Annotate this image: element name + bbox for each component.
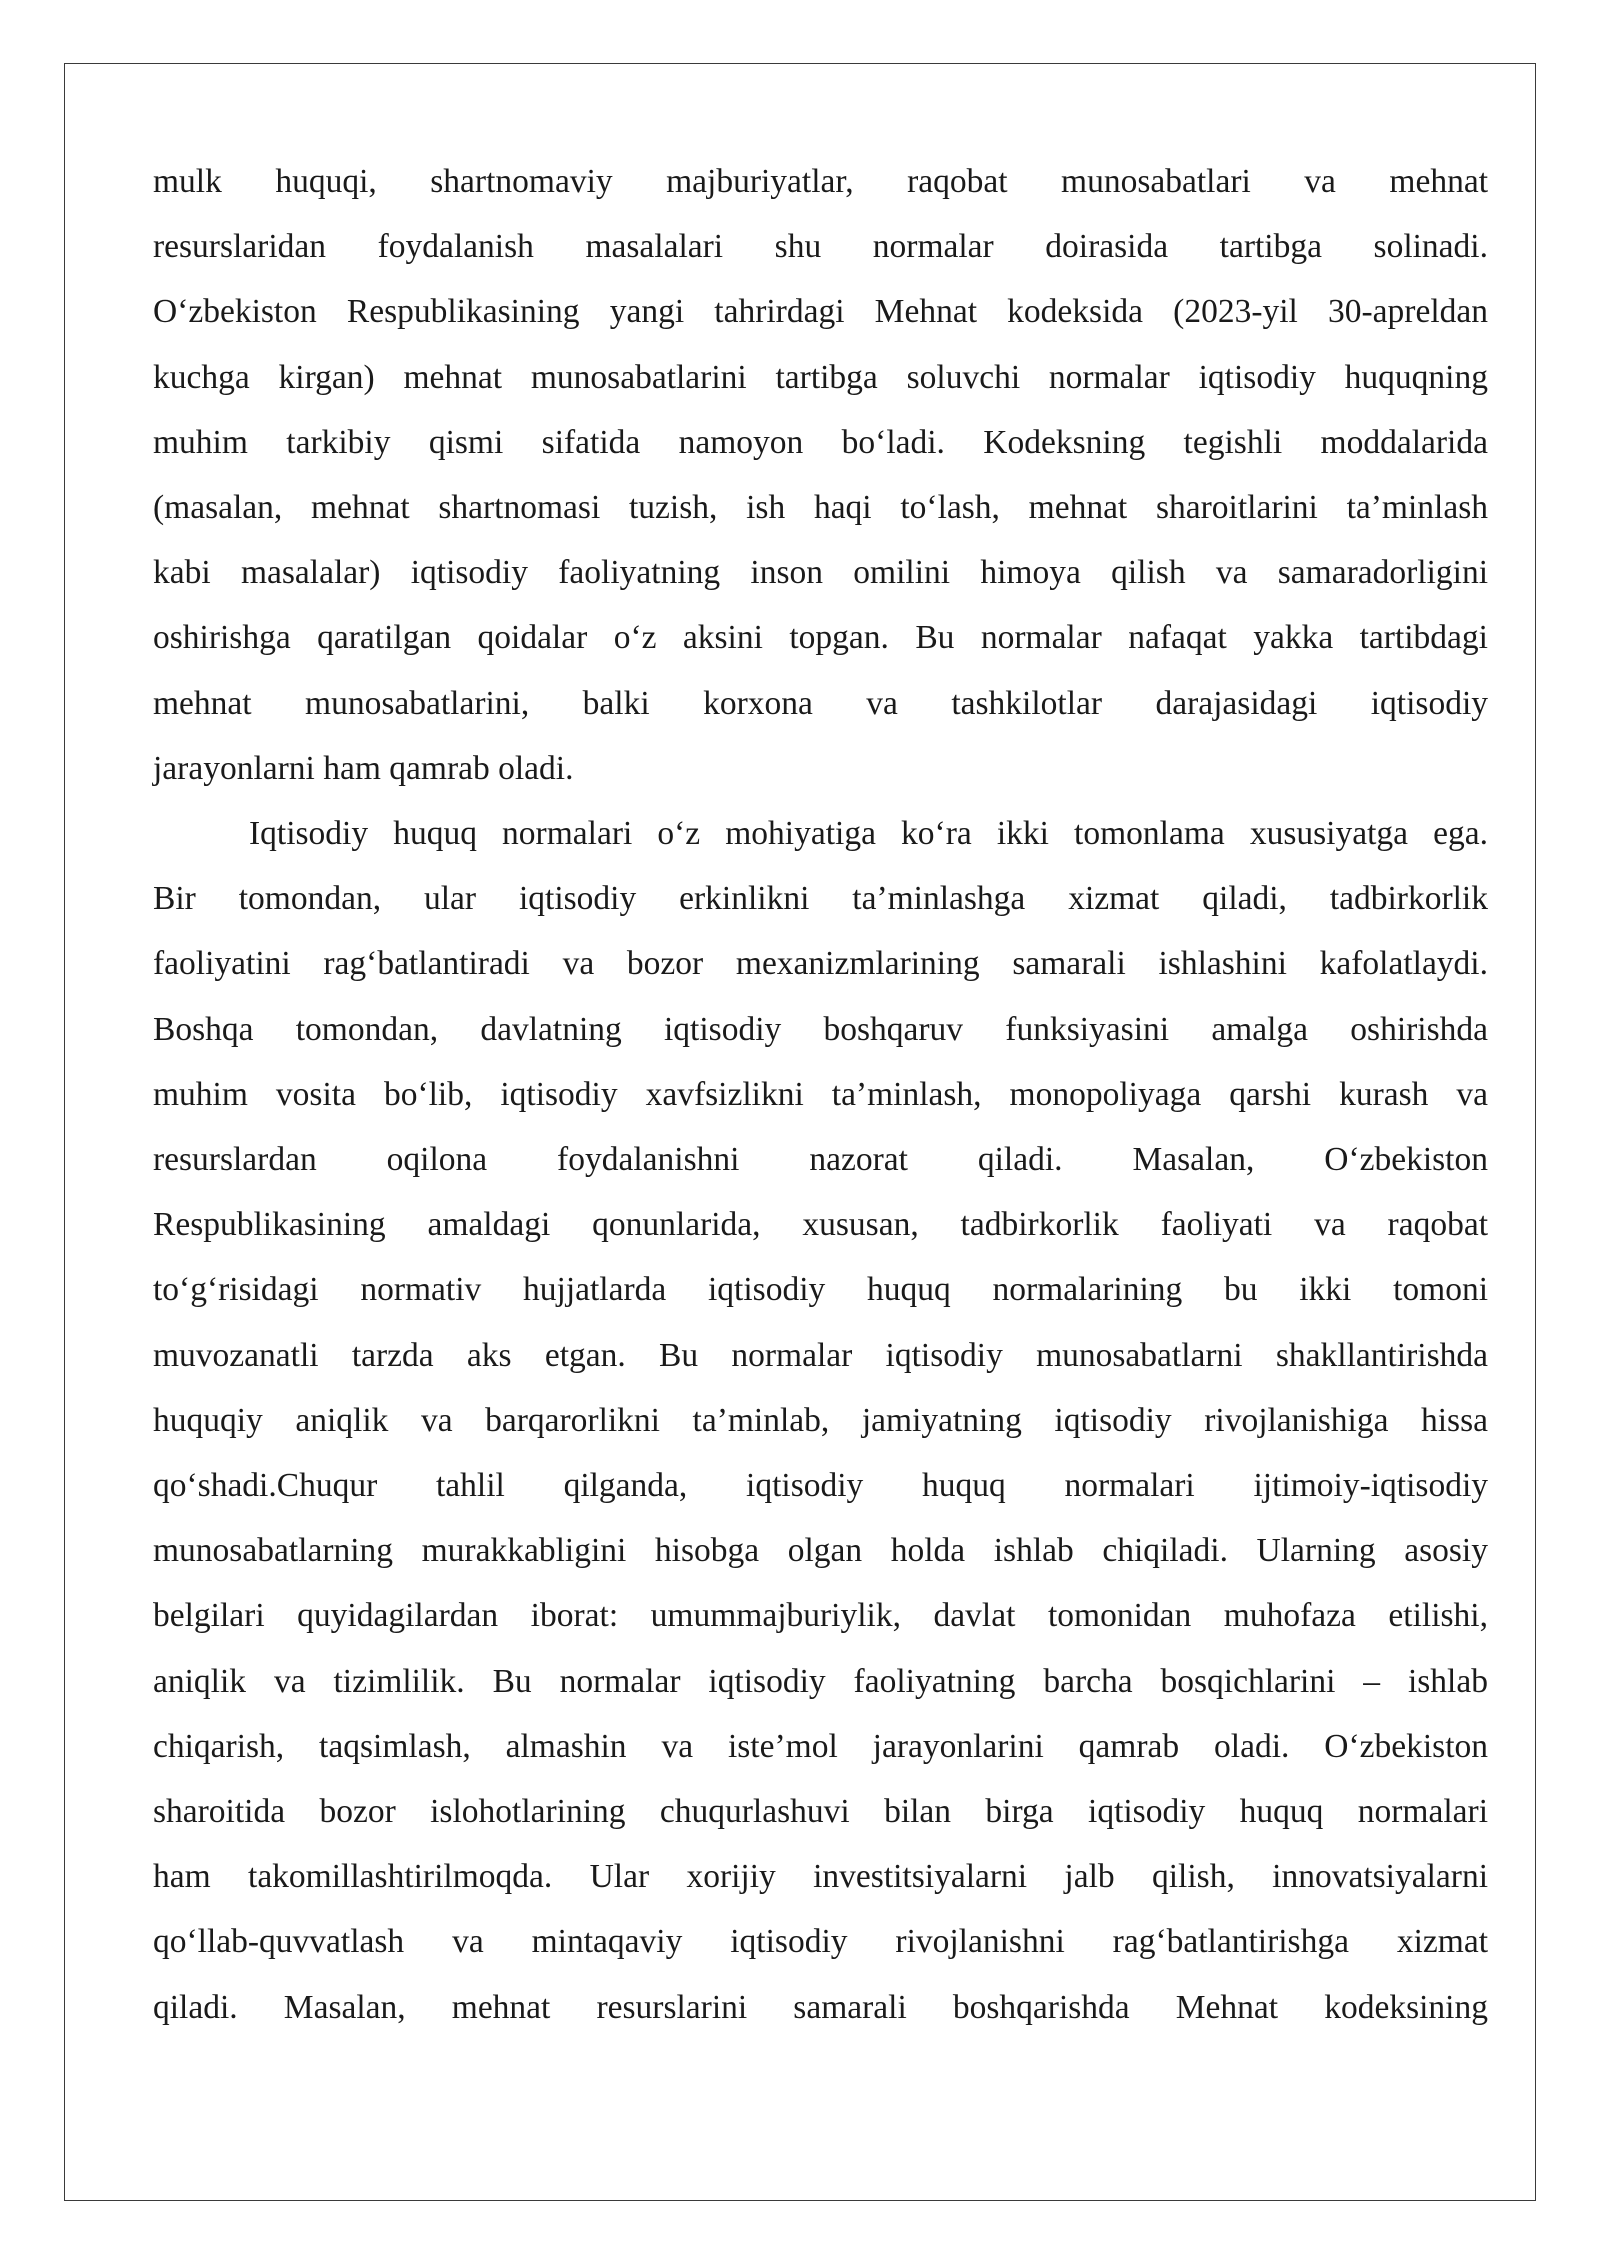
text-line-indented: Iqtisodiy huquq normalari o‘z mohiyatiga ko‘ra ikki tomonlama xususiyatga ega.	[249, 815, 1488, 853]
text-line: muhim tarkibiy qismi sifatida namoyon bo‘ladi. Kodeksning tegishli moddalarida	[153, 423, 1488, 461]
paragraph-1	[153, 149, 1488, 801]
text-line: oshirishga qaratilgan qoidalar o‘z aksini topgan. Bu normalar nafaqat yakka tartibdagi	[153, 619, 1488, 657]
text-line: muvozanatli tarzda aks etgan. Bu normalar iqtisodiy munosabatlarni shakllantirishda	[153, 1336, 1488, 1374]
text-line: qiladi. Masalan, mehnat resurslarini samarali boshqarishda Mehnat kodeksining	[153, 1988, 1488, 2026]
text-line: sharoitida bozor islohotlarining chuqurlashuvi bilan birga iqtisodiy huquq normalari	[153, 1793, 1488, 1831]
text-line: qo‘llab-quvvatlash va mintaqaviy iqtisodiy rivojlanishni rag‘batlantirishga xizmat	[153, 1923, 1488, 1961]
text-line: (masalan, mehnat shartnomasi tuzish, ish haqi to‘lash, mehnat sharoitlarini ta’minlash	[153, 489, 1488, 527]
text-line: muhim vosita bo‘lib, iqtisodiy xavfsizlikni ta’minlash, monopoliyaga qarshi kurash va	[153, 1075, 1488, 1113]
text-line: huquqiy aniqlik va barqarorlikni ta’minlab, jamiyatning iqtisodiy rivojlanishiga hissa	[153, 1401, 1488, 1439]
text-line: munosabatlarning murakkabligini hisobga olgan holda ishlab chiqiladi. Ularning asosiy	[153, 1532, 1488, 1570]
text-line: aniqlik va tizimlilik. Bu normalar iqtisodiy faoliyatning barcha bosqichlarini – ishlab	[153, 1662, 1488, 1700]
text-line: chiqarish, taqsimlash, almashin va iste’mol jarayonlarini qamrab oladi. O‘zbekiston	[153, 1727, 1488, 1765]
text-line: ham takomillashtirilmoqda. Ular xorijiy investitsiyalarni jalb qilish, innovatsiyalarni	[153, 1858, 1488, 1896]
text-line: faoliyatini rag‘batlantiradi va bozor mexanizmlarining samarali ishlashini kafolatlaydi.	[153, 945, 1488, 983]
text-line: mehnat munosabatlarini, balki korxona va tashkilotlar darajasidagi iqtisodiy	[153, 684, 1488, 722]
text-line: resurslardan oqilona foydalanishni nazorat qiladi. Masalan, O‘zbekiston	[153, 1141, 1488, 1179]
text-line: resurslaridan foydalanish masalalari shu normalar doirasida tartibga solinadi.	[153, 228, 1488, 266]
text-line: Boshqa tomondan, davlatning iqtisodiy boshqaruv funksiyasini amalga oshirishda	[153, 1010, 1488, 1048]
text-line: kuchga kirgan) mehnat munosabatlarini tartibga soluvchi normalar iqtisodiy huquqning	[153, 358, 1488, 396]
paragraph-2	[153, 801, 1488, 2040]
text-line: qo‘shadi.Chuqur tahlil qilganda, iqtisodiy huquq normalari ijtimoiy-iqtisodiy	[153, 1467, 1488, 1505]
text-line: jarayonlarni ham qamrab oladi.	[153, 749, 574, 787]
text-line: Bir tomondan, ular iqtisodiy erkinlikni ta’minlashga xizmat qiladi, tadbirkorlik	[153, 880, 1488, 918]
document-body	[153, 149, 1488, 2040]
text-line: to‘g‘risidagi normativ hujjatlarda iqtisodiy huquq normalarining bu ikki tomoni	[153, 1271, 1488, 1309]
text-line: kabi masalalar) iqtisodiy faoliyatning inson omilini himoya qilish va samaradorligini	[153, 554, 1488, 592]
text-line: Respublikasining amaldagi qonunlarida, xususan, tadbirkorlik faoliyati va raqobat	[153, 1206, 1488, 1244]
text-line: belgilari quyidagilardan iborat: umummajburiylik, davlat tomonidan muhofaza etilishi,	[153, 1597, 1488, 1635]
text-line: mulk huquqi, shartnomaviy majburiyatlar, raqobat munosabatlari va mehnat	[153, 163, 1488, 200]
text-line: O‘zbekiston Respublikasining yangi tahrirdagi Mehnat kodeksida (2023-yil 30-apreldan	[153, 293, 1488, 331]
